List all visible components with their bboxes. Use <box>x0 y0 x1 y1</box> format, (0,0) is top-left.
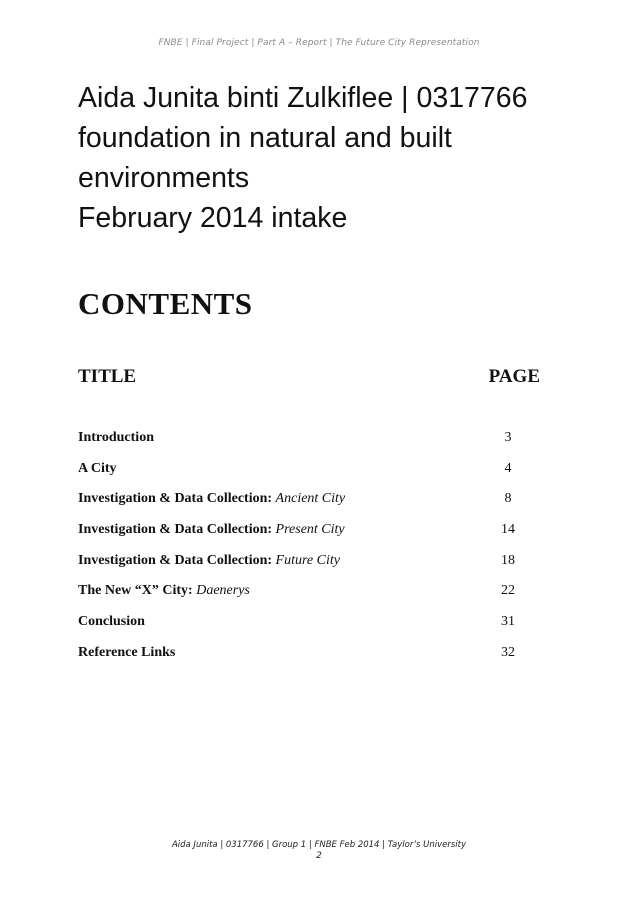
toc-row <box>78 522 548 553</box>
toc-entry-page: 14 <box>501 522 515 538</box>
toc-entry-bold: Conclusion <box>78 614 145 630</box>
toc-row <box>78 614 548 645</box>
toc-entry-bold: Investigation & Data Collection: <box>78 491 276 507</box>
contents-heading: CONTENTS <box>78 286 253 321</box>
toc-entry-bold: The New “X” City: <box>78 583 197 599</box>
toc-entry-title <box>78 553 340 569</box>
page-number: 2 <box>316 851 322 861</box>
toc-entry-italic: Future City <box>275 552 340 568</box>
author-name-line: Aida Junita binti Zulkiflee | 0317766 <box>78 82 528 114</box>
toc-row <box>78 583 548 614</box>
toc-row <box>78 430 548 461</box>
program-line: foundation in natural and built <box>78 122 452 154</box>
toc-entry-title <box>78 645 175 661</box>
toc-entry-page: 32 <box>501 644 515 660</box>
toc-entry-bold: Reference Links <box>78 644 176 660</box>
toc-entry-italic: Daenerys <box>196 583 250 599</box>
toc-entry-page: 4 <box>504 460 512 476</box>
toc-entry-title <box>78 430 154 446</box>
toc-entry-bold: A City <box>78 460 117 476</box>
toc-entry-page: 3 <box>504 430 512 445</box>
toc-entry-bold: Investigation & Data Collection: <box>78 552 276 568</box>
toc-entry-title <box>78 522 345 538</box>
running-header: FNBE | Final Project | Part A – Report | The Future City Representation <box>158 38 480 48</box>
toc-entry-bold: Introduction <box>78 430 154 445</box>
toc-entry-page: 8 <box>504 491 512 507</box>
toc-entry-page: 31 <box>501 614 515 630</box>
toc-entry-page: 18 <box>501 552 515 568</box>
toc-entry-italic: Present City <box>275 522 345 538</box>
toc-entry-title <box>78 614 145 630</box>
toc-entry-title <box>78 491 345 507</box>
toc-entry-title <box>78 461 117 477</box>
toc-title-column-header: TITLE <box>78 366 137 387</box>
intake-line: February 2014 intake <box>78 202 348 234</box>
page-footer <box>0 840 638 861</box>
toc-row <box>78 553 548 584</box>
toc-entry-title <box>78 583 250 599</box>
footer-info: Aida Junita | 0317766 | Group 1 | FNBE Feb 2014 | Taylor’s University <box>171 840 467 850</box>
author-block <box>78 78 598 238</box>
toc-row <box>78 491 548 522</box>
toc-row <box>78 461 548 492</box>
toc-page-column-header: PAGE <box>488 366 540 387</box>
toc-entry-page: 22 <box>501 583 515 599</box>
table-of-contents <box>78 430 548 676</box>
program-line-continued: environments <box>78 162 250 194</box>
toc-entry-bold: Investigation & Data Collection: <box>78 522 276 538</box>
toc-entry-italic: Ancient City <box>275 491 346 507</box>
toc-row <box>78 645 548 676</box>
